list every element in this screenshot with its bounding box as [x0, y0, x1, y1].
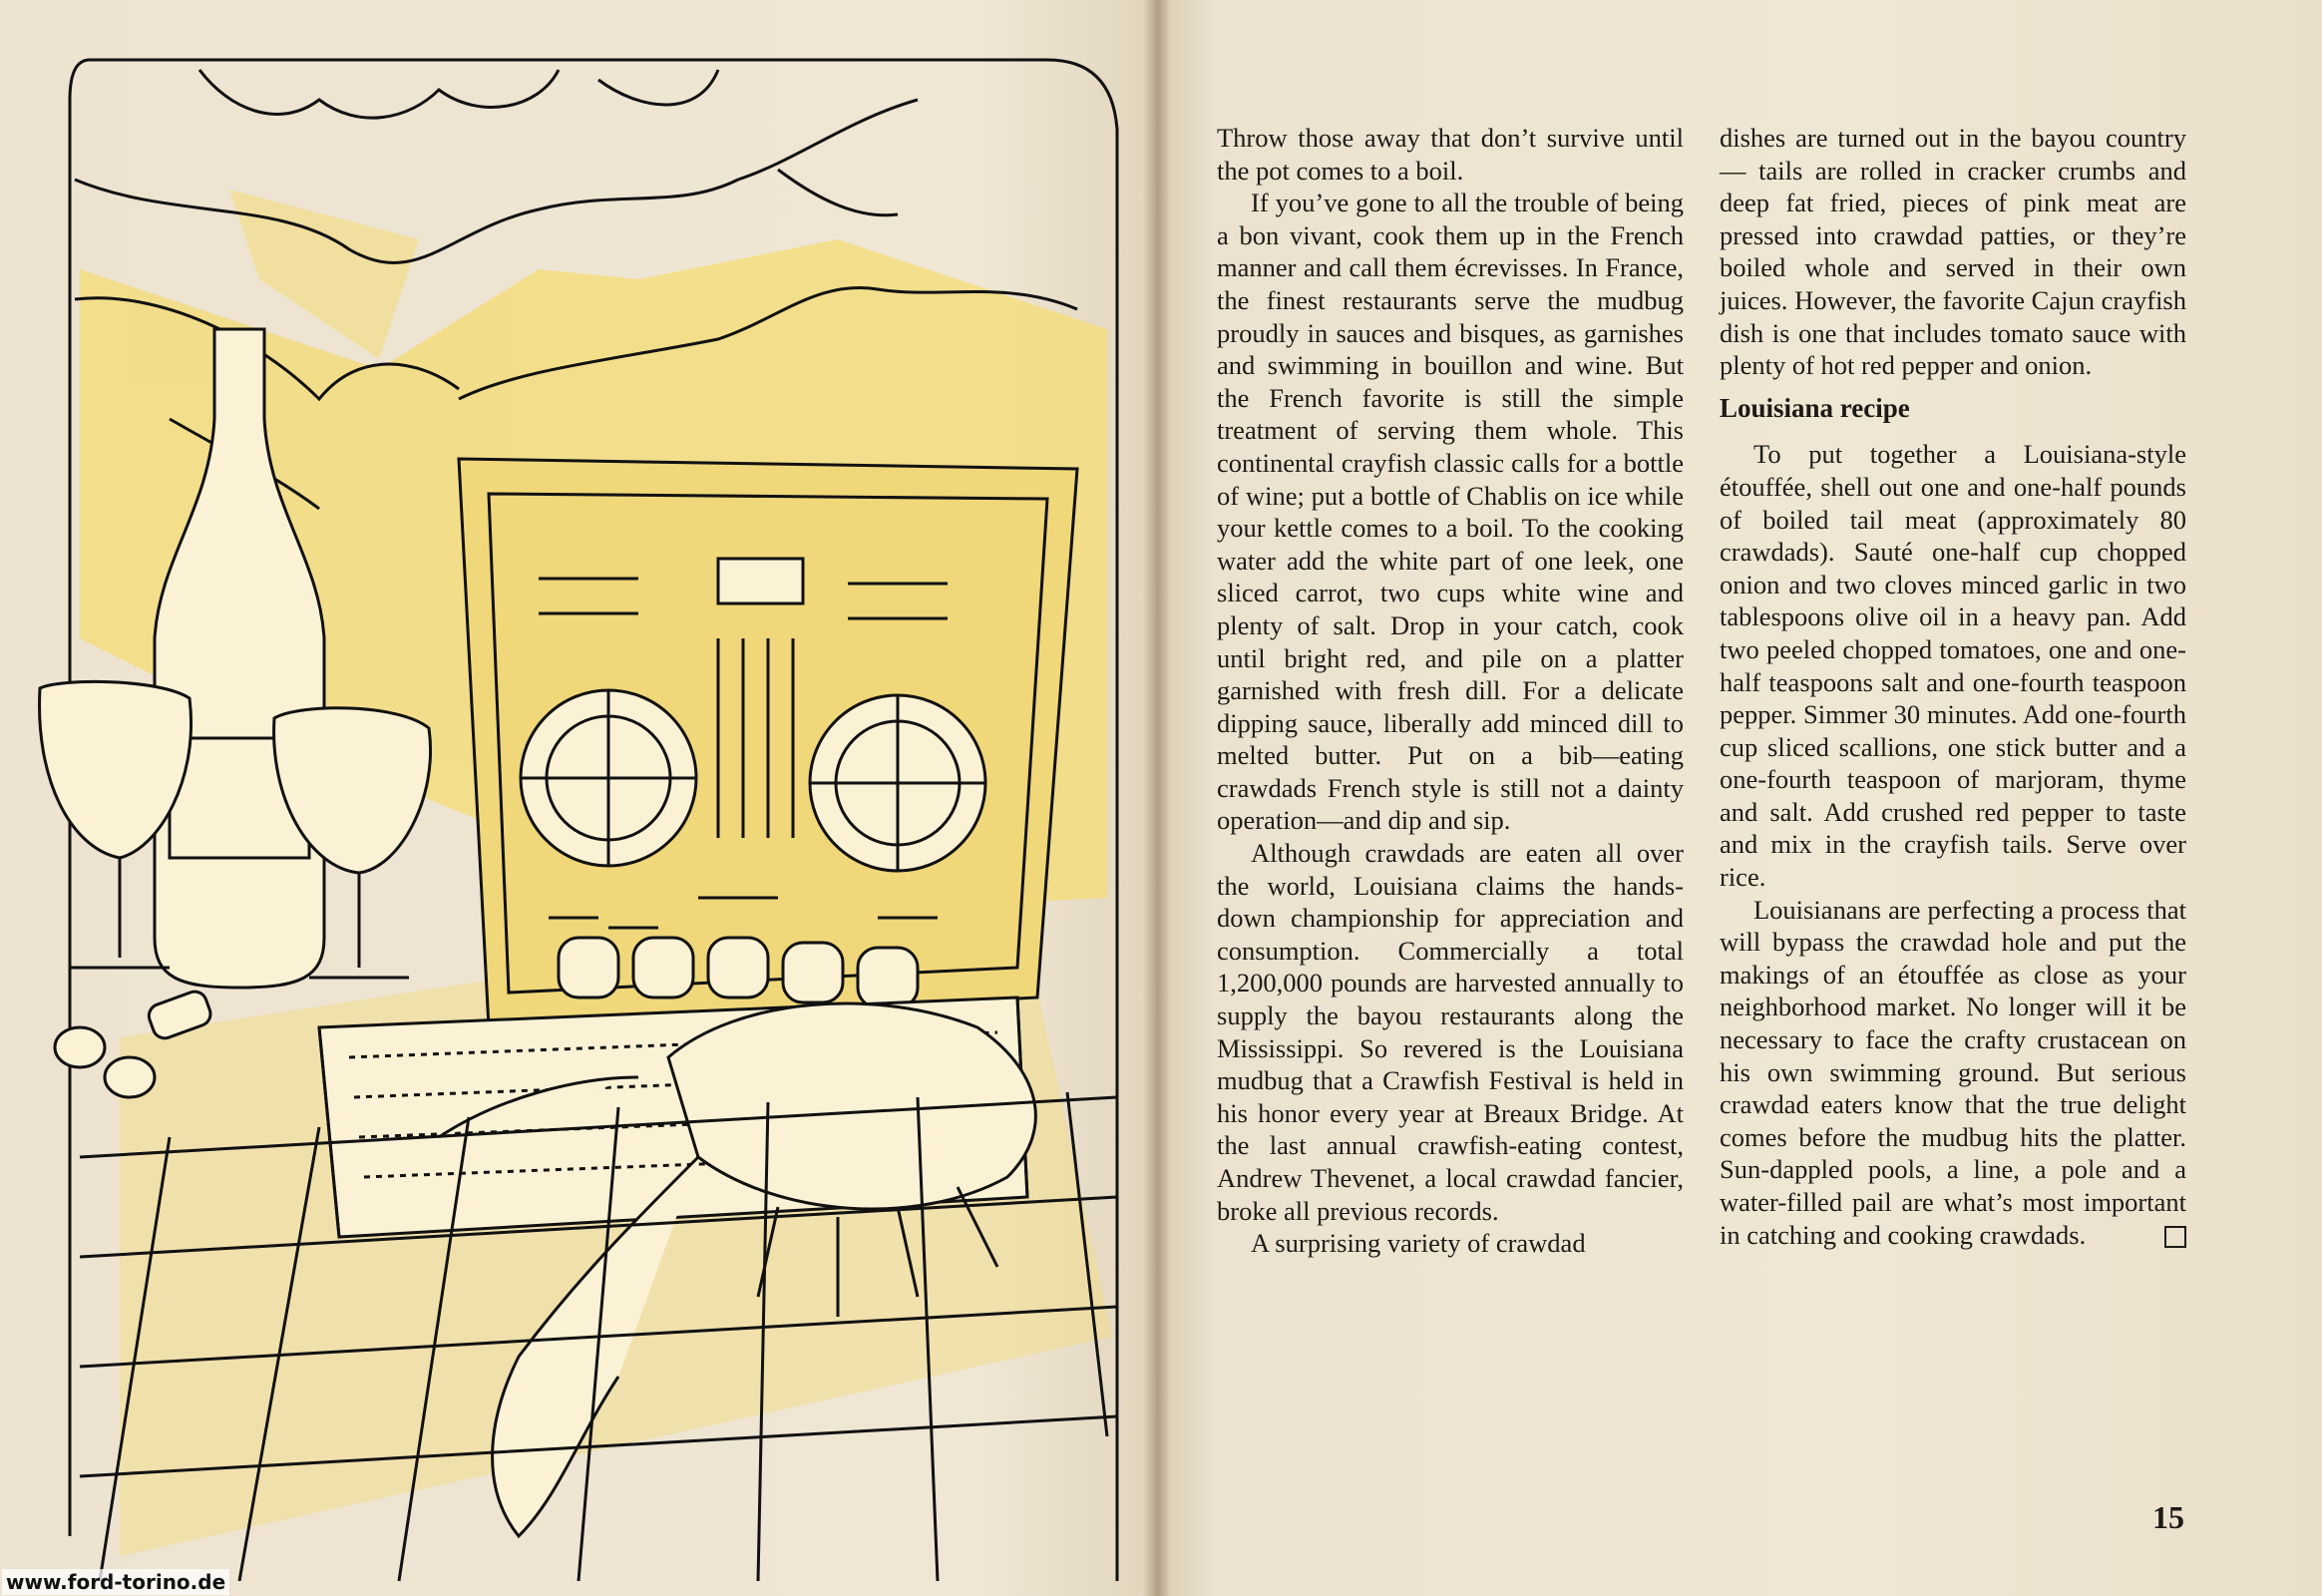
website-watermark: www.ford-torino.de — [2, 1569, 229, 1595]
end-mark-icon — [2164, 1226, 2186, 1248]
paragraph: Throw those away that don’t survive until the pot comes to a boil. — [1217, 123, 1684, 186]
paragraph: A surprising variety of crawdad — [1251, 1228, 1586, 1259]
text-column-left — [1217, 122, 1684, 1260]
paragraph: To put together a Louisiana-style étouffée, shell out one and one-half pounds of boiled tail meat (approximately 80 crawdads). Sauté one-half cup chopped onion and two cloves minced garlic in two tablespoons olive oil in a heavy pan. Add two peeled chopped tomatoes, one and one-half teaspoons salt and one-fourth teaspoon pepper. Simmer 30 minutes. Add one-fourth cup sliced scallions, one stick butter and a one-fourth teaspoon of marjoram, thyme and salt. Add crushed red pepper to taste and mix in the crayfish tails. Serve over rice. — [1720, 439, 2186, 893]
closing-paragraph — [1720, 894, 2186, 1252]
paragraph: Although crawdads are eaten all over the world, Louisiana claims the hands-down championship for appreciation and consumption. Commercially a total 1,200,000 pounds are harvested annually to supply the bayou restaurants along the Mississippi. So revered is the Louisiana mudbug that a Crawfish Festival is held in his honor every year at Breaux Bridge. At the last annual crawfish-eating contest, Andrew Thevenet, a local crawdad fancier, broke all previous records. — [1217, 838, 1684, 1226]
left-page — [0, 0, 1157, 1596]
picnic-basket-illustration — [20, 40, 1137, 1581]
closing-text: Louisianans are perfecting a process that will bypass the crawdad hole and put the makings of an étouffée as close as your neighborhood market. No longer will it be necessary to face the crafty crustacean on his own swimming ground. But serious crawdad eaters know that the true delight comes before the mudbug hits the platter. Sun-dappled pools, a line, a pole and a water-filled pail are what’s most important in catching and cooking crawdads. — [1720, 894, 2186, 1250]
paragraph: dishes are turned out in the bayou country — tails are rolled in cracker crumbs and deep fat fried, pieces of pink meat are pressed into crawdad patties, or they’re boiled whole and served in their own juices. However, the favorite Cajun crayfish dish is one that includes tomato sauce with plenty of hot red pepper and onion. — [1720, 123, 2186, 381]
section-heading: Louisiana recipe — [1720, 392, 1910, 423]
page-gutter — [1143, 0, 1171, 1596]
paragraph: If you’ve gone to all the trouble of being a bon vivant, cook them up in the French manner and call them écrevisses. In France, the finest restaurants serve the mudbug proudly in sauces and bisques, as garnishes and swimming in bouillon and wine. But the French favorite is still the simple treatment of serving them whole. This continental crayfish classic calls for a bottle of wine; put a bottle of Chablis on ice while your kettle comes to a boil. To the cooking water add the white part of one leek, one sliced carrot, two cups white wine and plenty of salt. Drop in your catch, cook until bright red, and pile on a platter garnished with fresh dill. For a delicate dipping sauce, liberally add minced dill to melted butter. Put on a bib—eating crawdads French style is still not a dainty operation—and dip and sip. — [1217, 188, 1684, 836]
text-column-right — [1720, 122, 2186, 1251]
basket-lid — [459, 459, 1077, 1027]
page-number: 15 — [2152, 1499, 2184, 1535]
